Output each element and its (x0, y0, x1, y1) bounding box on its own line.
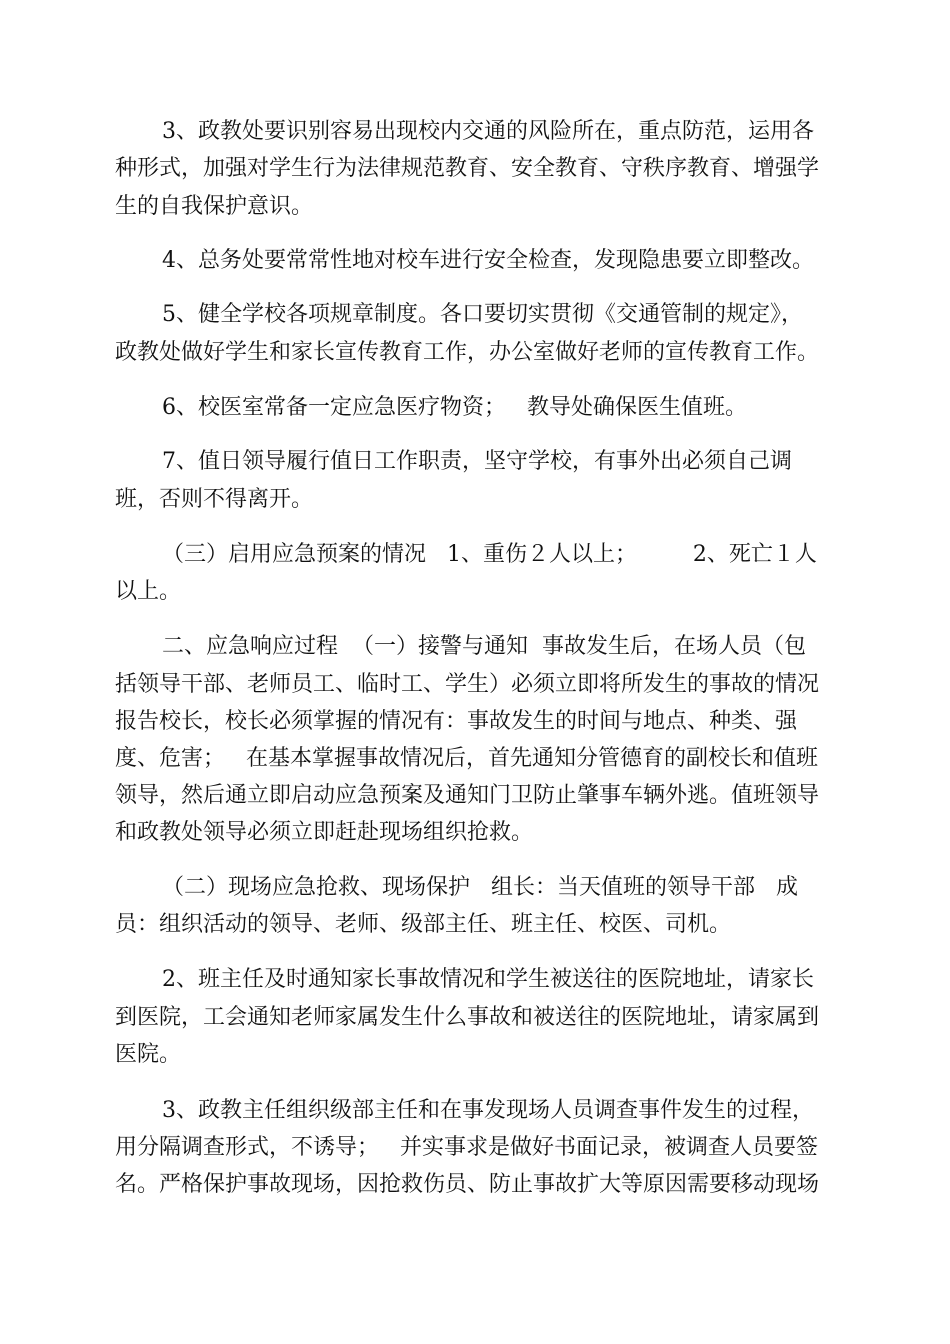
text-line: 3、政教主任组织级部主任和在事发现场人员调查事件发生的过程， (162, 1098, 814, 1123)
text-line: 生的自我保护意识。 (115, 194, 314, 219)
text-line: 种形式，加强对学生行为法律规范教育、安全教育、守秩序教育、增强学 (115, 156, 820, 181)
text-line: 和政教处领导必须立即赶赴现场组织抢救。 (115, 820, 534, 845)
text-line: 以上。 (115, 579, 182, 604)
text-line: 到医院，工会通知老师家属发生什么事故和被送往的医院地址，请家属到 (115, 1005, 820, 1030)
text-line: 名。严格保护事故现场，因抢救伤员、防止事故扩大等原因需要移动现场 (115, 1172, 820, 1197)
text-line: 医院。 (115, 1042, 182, 1067)
text-line: 班，否则不得离开。 (115, 487, 314, 512)
text-line: 4、总务处要常常性地对校车进行安全检查，发现隐患要立即整改。 (162, 248, 814, 273)
text-line: 5、健全学校各项规章制度。各口要切实贯彻《交通管制的规定》， (162, 302, 803, 327)
text-line: 6、校医室常备一定应急医疗物资； 教导处确保医生值班。 (162, 395, 747, 420)
text-line: 7、值日领导履行值日工作职责，坚守学校，有事外出必须自己调 (162, 449, 792, 474)
text-line: 3、政教处要识别容易出现校内交通的风险所在，重点防范，运用各 (162, 119, 814, 144)
text-line: 员：组织活动的领导、老师、级部主任、班主任、校医、司机。 (115, 912, 732, 937)
text-line: 二、应急响应过程 （一）接警与通知 事故发生后，在场人员（包 (162, 634, 806, 659)
text-line: 用分隔调查形式，不诱导； 并实事求是做好书面记录，被调查人员要签 (115, 1135, 818, 1160)
text-line: 报告校长，校长必须掌握的情况有：事故发生的时间与地点、种类、强 (115, 709, 798, 734)
text-line: （二）现场应急抢救、现场保护 组长：当天值班的领导干部 成 (162, 875, 798, 900)
text-line: 度、危害； 在基本掌握事故情况后，首先通知分管德育的副校长和值班 (115, 746, 818, 771)
text-line: （三）启用应急预案的情况 1、重伤２人以上； 2、死亡１人 (162, 542, 817, 567)
text-line: 政教处做好学生和家长宣传教育工作，办公室做好老师的宣传教育工作。 (115, 340, 820, 365)
text-line: 2、班主任及时通知家长事故情况和学生被送往的医院地址，请家长 (162, 967, 814, 992)
text-line: 领导，然后通立即启动应急预案及通知门卫防止肇事车辆外逃。值班领导 (115, 783, 820, 808)
text-line: 括领导干部、老师员工、临时工、学生）必须立即将所发生的事故的情况 (115, 672, 820, 697)
